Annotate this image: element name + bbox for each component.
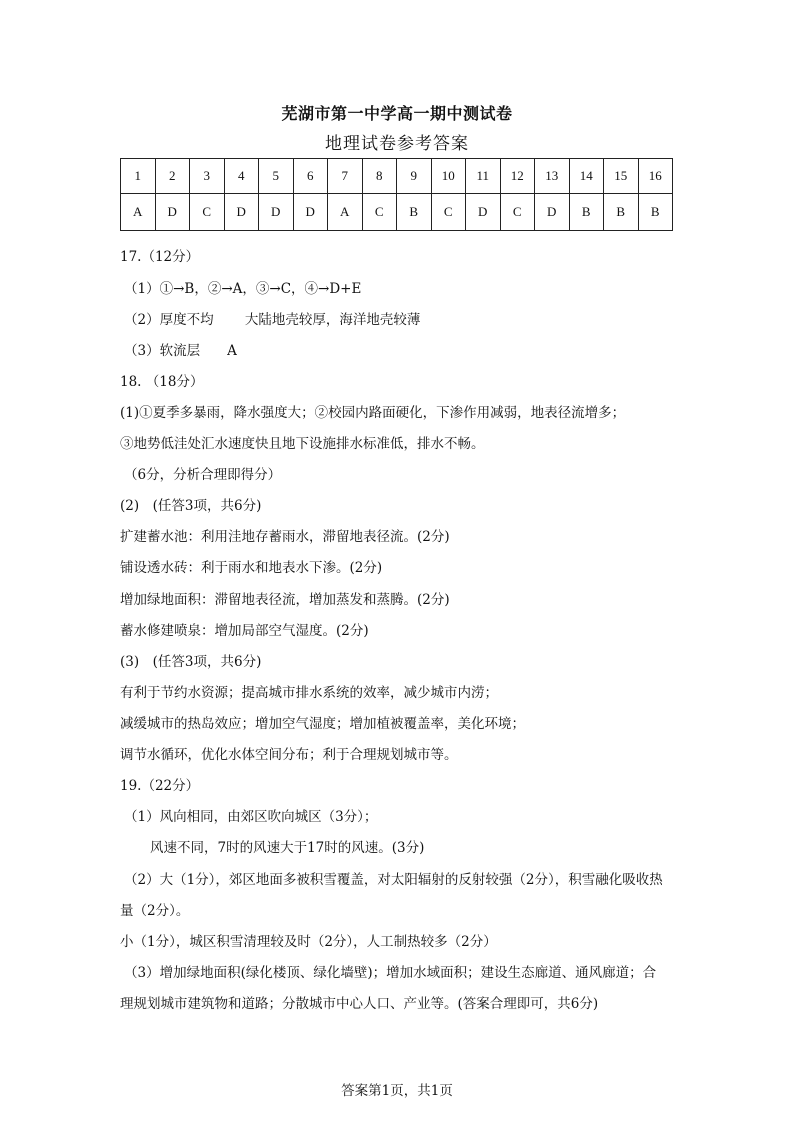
question-number-cell: 13 (535, 159, 570, 194)
q18-answer-line: 蓄水修建喷泉：增加局部空气湿度。(2分) (120, 623, 369, 639)
q18-answer-line: （6分，分析合理即得分） (124, 467, 282, 483)
answer-key-table (120, 158, 673, 231)
answer-cell: D (466, 194, 501, 231)
answer-cell: C (431, 194, 466, 231)
question-number-cell: 1 (121, 159, 156, 194)
answer-cell: B (397, 194, 432, 231)
q17-heading: 17.（12分） (120, 249, 200, 265)
q19-answer-line: 理规划城市建筑物和道路；分散城市中心人口、产业等。(答案合理即可，共6分) (120, 996, 599, 1012)
answer-cell: D (259, 194, 294, 231)
q18-answer-line: 铺设透水砖：利于雨水和地表水下渗。(2分) (120, 560, 383, 576)
q19-answer-line: （2）大（1分），郊区地面多被积雪覆盖，对太阳辐射的反射较强（2分），积雪融化吸收热 (124, 872, 663, 888)
q18-answer-line: (1)①夏季多暴雨，降水强度大；②校园内路面硬化，下渗作用减弱，地表径流增多； (120, 405, 626, 421)
q17-answer-line: （2）厚度不均 大陆地壳较厚，海洋地壳较薄 (124, 312, 421, 328)
q18-heading: 18. （18分） (120, 374, 204, 390)
answer-cell: A (121, 194, 156, 231)
q18-answer-line: ③地势低洼处汇水速度快且地下设施排水标准低，排水不畅。 (120, 436, 485, 452)
question-number-cell: 6 (293, 159, 328, 194)
q19-answer-line: 小（1分），城区积雪清理较及时（2分），人工制热较多（2分） (120, 934, 497, 950)
question-number-cell: 11 (466, 159, 501, 194)
question-number-cell: 14 (569, 159, 604, 194)
q18-answer-line: 扩建蓄水池：利用洼地存蓄雨水，滞留地表径流。(2分) (120, 529, 450, 545)
question-number-cell: 10 (431, 159, 466, 194)
page-footer: 答案第1页，共1页 (341, 1083, 453, 1099)
question-number-cell: 5 (259, 159, 294, 194)
answer-cell: A (328, 194, 363, 231)
q19-answer-line: （3）增加绿地面积(绿化楼顶、绿化墙壁)；增加水域面积；建设生态廊道、通风廊道；合 (124, 965, 657, 981)
question-number-cell: 7 (328, 159, 363, 194)
school-title: 芜湖市第一中学高一期中测试卷 (281, 104, 513, 123)
answer-row (121, 194, 673, 231)
answer-cell: C (362, 194, 397, 231)
q19-answer-line: 风速不同，7时的风速大于17时的风速。(3分) (150, 840, 425, 856)
answer-cell: D (293, 194, 328, 231)
q18-answer-line: 调节水循环，优化水体空间分布；利于合理规划城市等。 (120, 747, 458, 763)
question-number-cell: 3 (190, 159, 225, 194)
answer-cell: B (638, 194, 673, 231)
question-number-cell: 2 (155, 159, 190, 194)
answer-cell: D (155, 194, 190, 231)
q19-heading: 19.（22分） (120, 778, 200, 794)
question-number-cell: 9 (397, 159, 432, 194)
question-number-cell: 8 (362, 159, 397, 194)
question-number-cell: 12 (500, 159, 535, 194)
q17-answer-line: （1）①→B，②→A，③→C，④→D+E (124, 281, 362, 297)
question-number-cell: 4 (224, 159, 259, 194)
question-number-cell: 16 (638, 159, 673, 194)
q19-answer-line: 量（2分）。 (120, 903, 190, 919)
answer-cell: B (569, 194, 604, 231)
q19-answer-line: （1）风向相同，由郊区吹向城区（3分）； (124, 809, 378, 825)
answer-cell: D (224, 194, 259, 231)
answer-cell: D (535, 194, 570, 231)
q17-answer-line: （3）软流层 A (124, 343, 237, 359)
q18-answer-line: (2) (任答3项，共6分) (120, 498, 262, 514)
q18-answer-line: 减缓城市的热岛效应；增加空气湿度；增加植被覆盖率，美化环境； (120, 716, 525, 732)
question-number-row (121, 159, 673, 194)
answer-cell: C (190, 194, 225, 231)
answer-title: 地理试卷参考答案 (325, 134, 469, 154)
q18-answer-line: 有利于节约水资源；提高城市排水系统的效率，减少城市内涝； (120, 685, 498, 701)
answer-cell: B (604, 194, 639, 231)
question-number-cell: 15 (604, 159, 639, 194)
q18-answer-line: 增加绿地面积：滞留地表径流，增加蒸发和蒸腾。(2分) (120, 592, 450, 608)
q18-answer-line: (3) (任答3项，共6分) (120, 654, 262, 670)
answer-cell: C (500, 194, 535, 231)
